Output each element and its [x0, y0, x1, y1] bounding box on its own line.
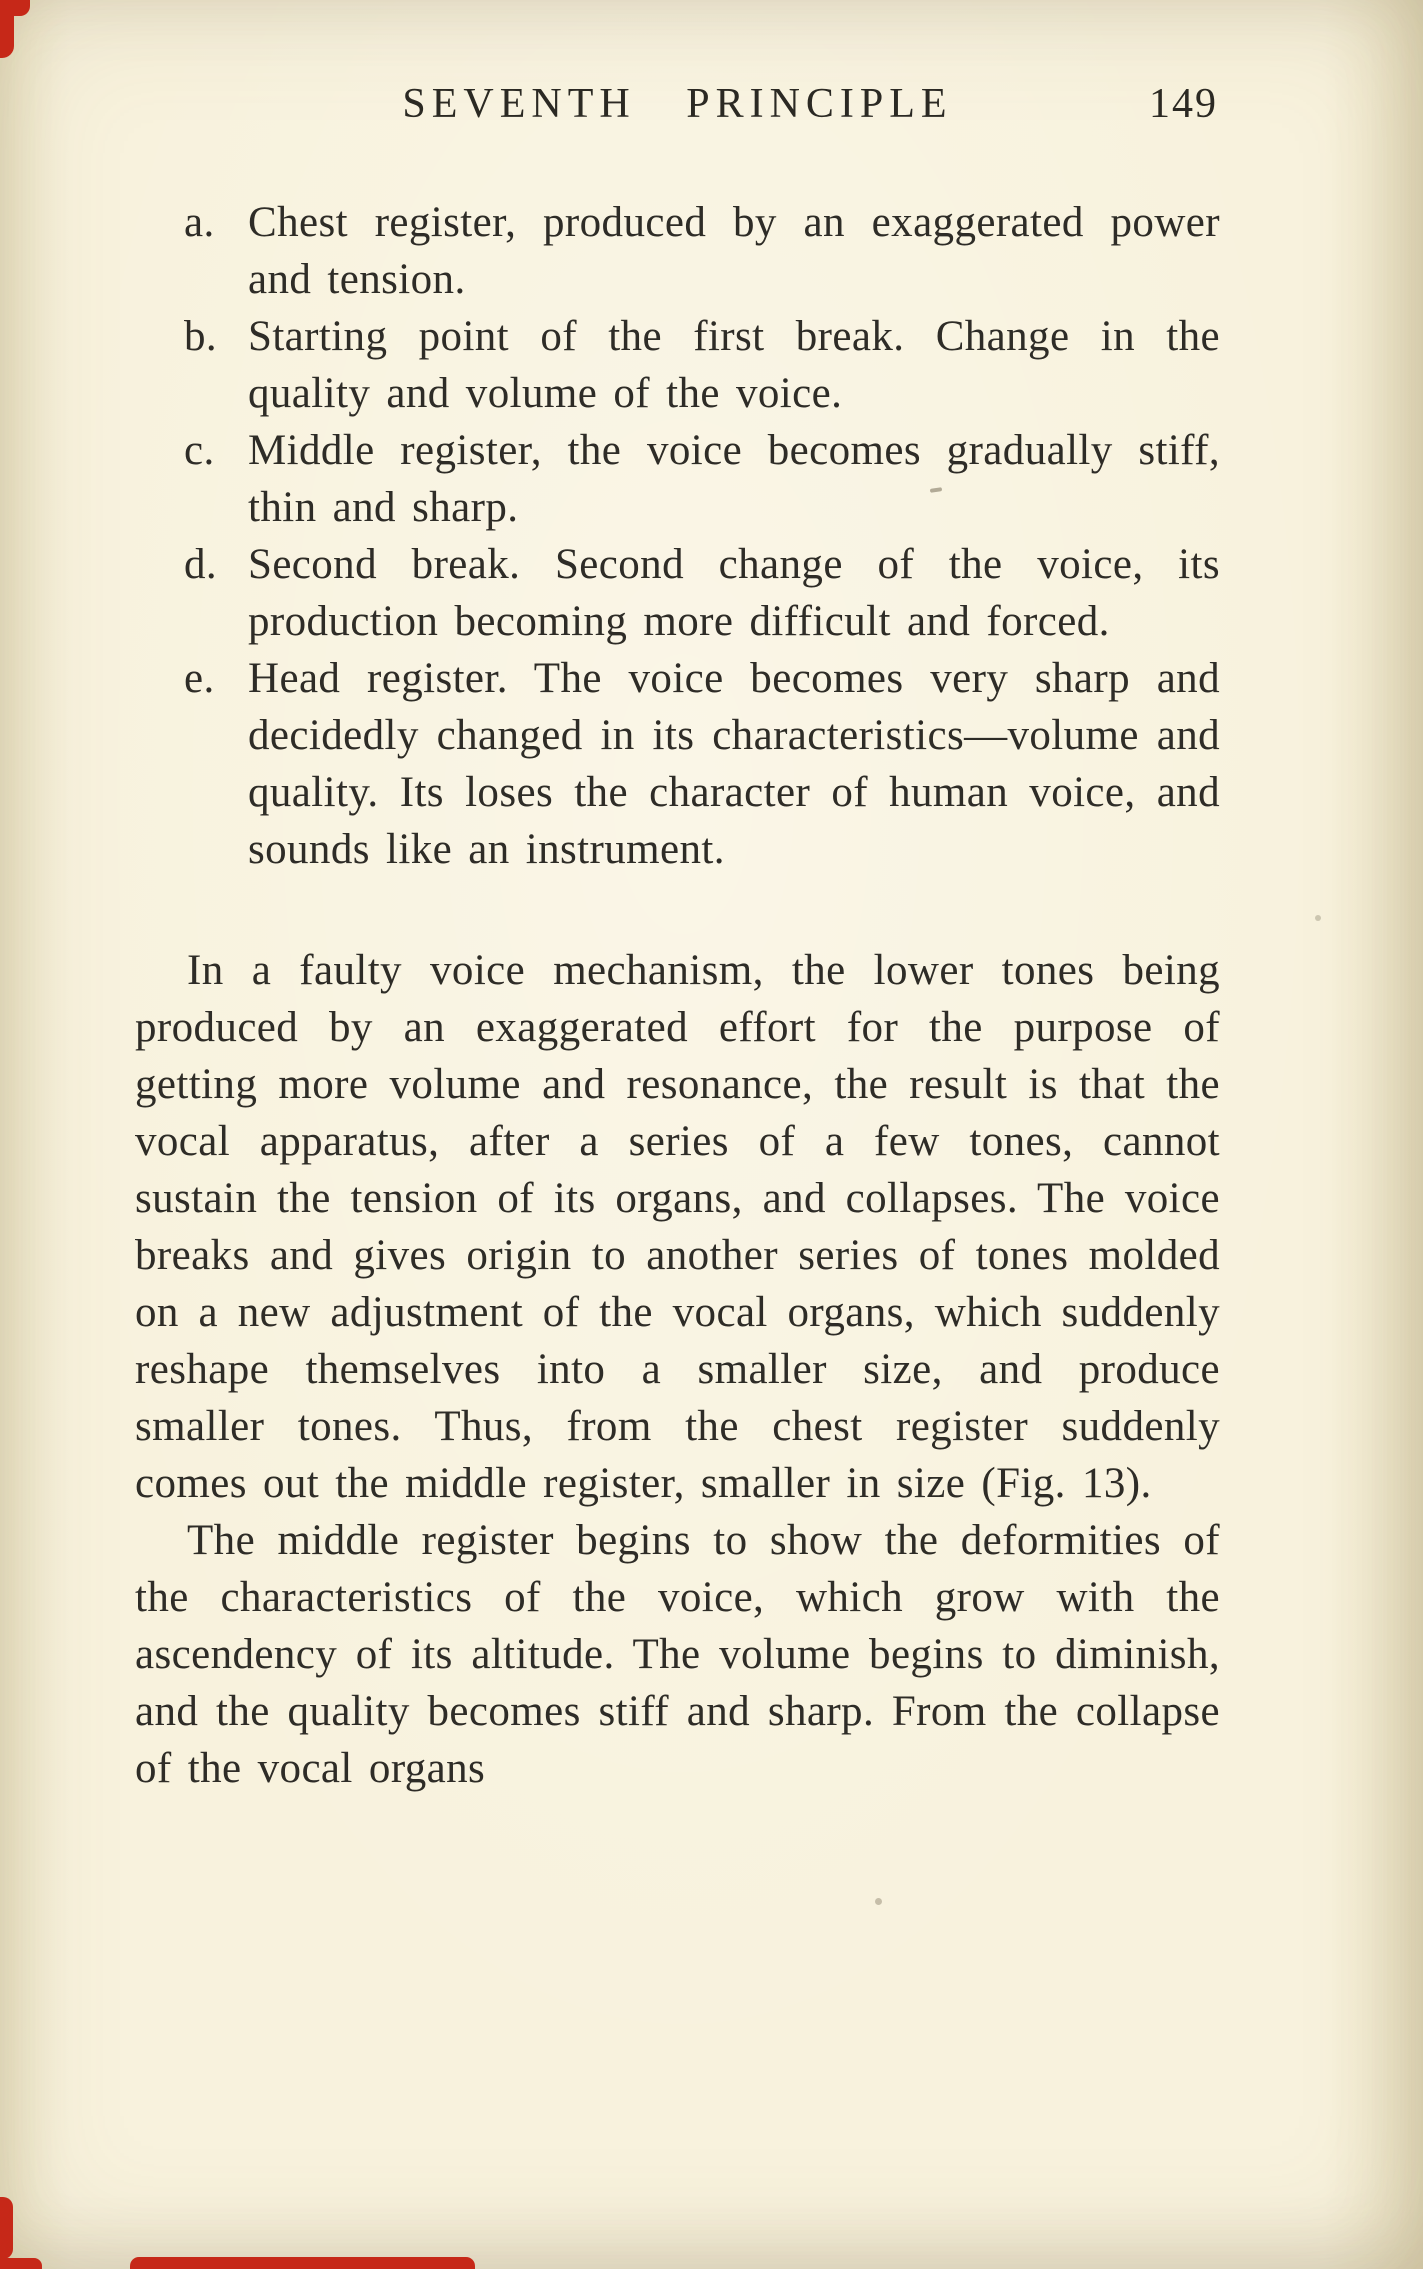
scan-artifact-bottom-left-corner — [0, 2258, 42, 2269]
list-item-text: Chest register, produced by an exaggerated power and tension. — [248, 199, 1220, 303]
outline-list — [135, 194, 1220, 878]
scan-artifact-bottom-left-edge — [0, 2197, 13, 2259]
list-item-text: Second break. Second change of the voice, its production becoming more difficult and forced. — [248, 541, 1220, 645]
ink-speck — [1315, 915, 1321, 921]
list-item-a — [135, 194, 1220, 308]
text-block — [135, 78, 1220, 1797]
list-item-e — [135, 650, 1220, 878]
list-item-text: Head register. The voice becomes very sharp and decidedly changed in its characteristics—volume and quality. Its loses the character of human voice, and sounds like an instrument. — [248, 655, 1220, 873]
running-head-title: SEVENTH PRINCIPLE — [402, 81, 953, 127]
list-item-label: e. — [184, 655, 215, 702]
page-number: 149 — [1149, 81, 1218, 127]
list-item-label: c. — [184, 427, 215, 474]
ink-speck — [875, 1898, 882, 1905]
list-item-b — [135, 308, 1220, 422]
scan-artifact-top-left-edge — [0, 0, 14, 58]
list-item-d — [135, 536, 1220, 650]
running-head — [135, 78, 1220, 138]
list-item-text: Middle register, the voice becomes gradually stiff, thin and sharp. — [248, 427, 1220, 531]
list-item-label: b. — [184, 313, 218, 360]
paragraph-2: The middle register begins to show the deformities of the characteristics of the voice, which grow with the ascendency of its altitude. The volume begins to diminish, and the quality becomes stiff and sharp. From the collapse of the vocal organs — [135, 1517, 1220, 1792]
list-item-label: d. — [184, 541, 218, 588]
scan-artifact-bottom-strip — [130, 2257, 475, 2269]
paragraph-1: In a faulty voice mechanism, the lower tones being produced by an exaggerated effort for the purpose of getting more volume and resonance, the result is that the vocal apparatus, after a series of a few tones, cannot sustain the tension of its organs, and collapses. The voice breaks and gives origin to another series of tones molded on a new adjustment of the vocal organs, which suddenly reshape themselves into a smaller size, and produce smaller tones. Thus, from the chest register suddenly comes out the middle register, smaller in size (Fig. 13). — [135, 947, 1220, 1507]
list-item-c — [135, 422, 1220, 536]
list-item-label: a. — [184, 199, 215, 246]
list-item-text: Starting point of the first break. Change in the quality and volume of the voice. — [248, 313, 1220, 417]
